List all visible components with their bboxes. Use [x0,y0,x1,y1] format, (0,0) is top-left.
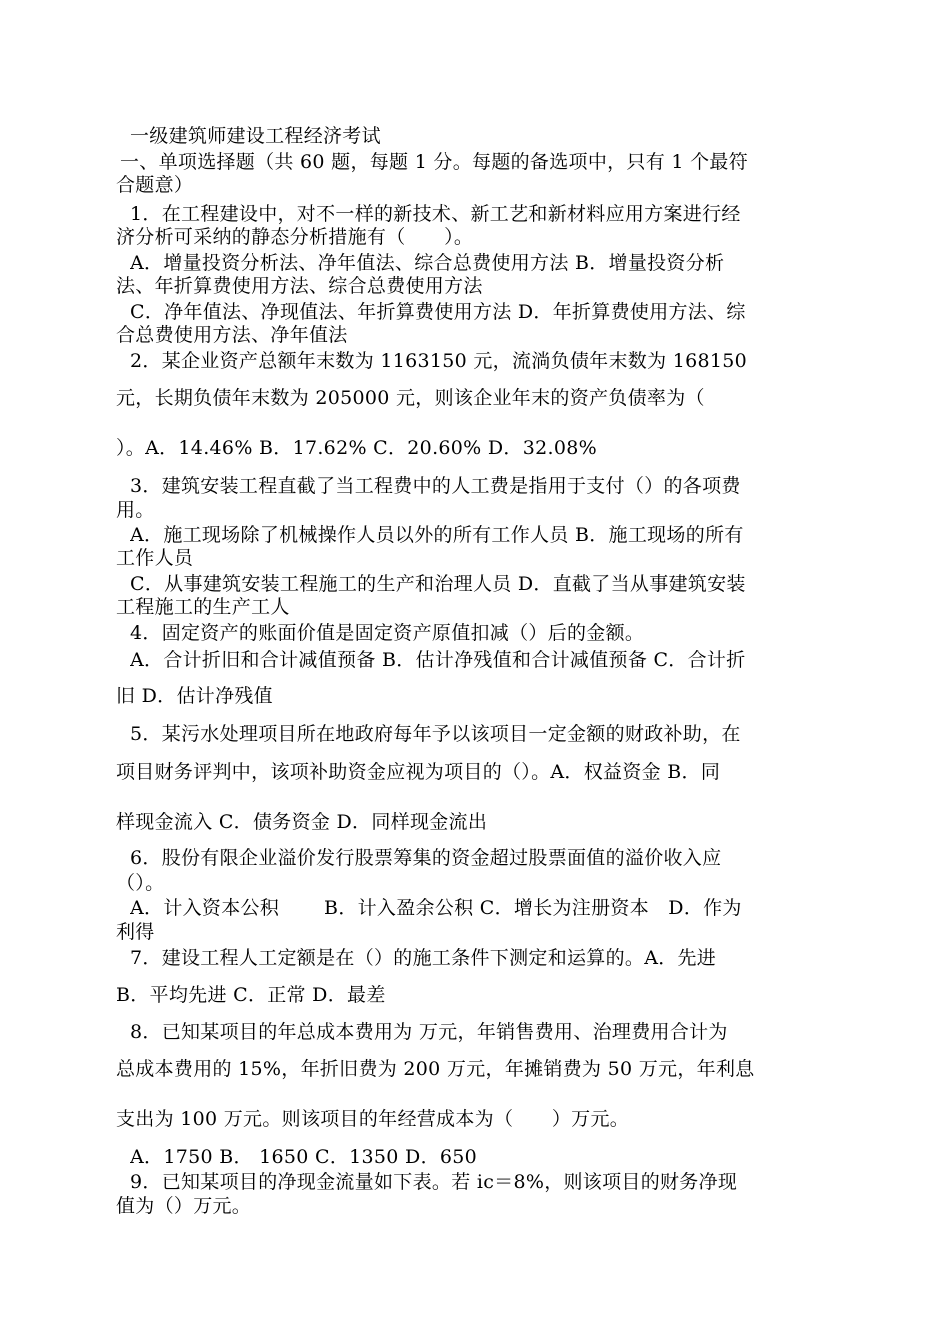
question-line: 项目财务评判中，该项补助资金应视为项目的（）。A．权益资金 B．同 [116,761,721,783]
option-line: A．增量投资分析法、净年值法、综合总费使用方法 B．增量投资分析 [130,252,725,274]
section-heading: 一、单项选择题（共 60 题，每题 1 分。每题的备选项中，只有 1 个最符 [120,151,748,173]
option-line: 样现金流入 C．债务资金 D．同样现金流出 [116,811,488,833]
option-line: 合总费使用方法、净年值法 [116,324,348,346]
question-line: 5．某污水处理项目所在地政府每年予以该项目一定金额的财政补助，在 [130,723,741,745]
option-line: A．计入资本公积 B．计入盈余公积 C．增长为注册资本 D．作为 [130,897,742,919]
question-line: 2．某企业资产总额年末数为 1163150 元，流淌负债年末数为 168150 [130,350,748,372]
question-line: 3．建筑安装工程直截了当工程费中的人工费是指用于支付（）的各项费 [130,475,741,497]
option-line: 利得 [116,921,155,943]
question-line: 6．股份有限企业溢价发行股票筹集的资金超过股票面值的溢价收入应 [130,847,722,869]
option-line: A．施工现场除了机械操作人员以外的所有工作人员 B．施工现场的所有 [130,524,744,546]
question-line: 1．在工程建设中，对不一样的新技术、新工艺和新材料应用方案进行经 [130,203,741,225]
question-line: 9．已知某项目的净现金流量如下表。若 ic＝8%，则该项目的财务净现 [130,1171,738,1193]
question-line: 总成本费用的 15%，年折旧费为 200 万元，年摊销费为 50 万元，年利息 [116,1058,755,1080]
option-line: B．平均先进 C．正常 D．最差 [116,984,386,1006]
question-line: 元，长期负债年末数为 205000 元，则该企业年末的资产负债率为（ [116,387,705,409]
option-line: A．1750 B． 1650 C．1350 D．650 [130,1146,478,1168]
option-line: A．合计折旧和合计减值预备 B．估计净残值和合计减值预备 C．合计折 [130,649,746,671]
question-line: 7．建设工程人工定额是在（）的施工条件下测定和运算的。A．先进 [130,947,717,969]
question-line: 支出为 100 万元。则该项目的年经营成本为（ ）万元。 [116,1108,630,1130]
option-line: C．净年值法、净现值法、年折算费使用方法 D．年折算费使用方法、综 [130,301,746,323]
option-line: C．从事建筑安装工程施工的生产和治理人员 D．直截了当从事建筑安装 [130,573,746,595]
option-line: 工作人员 [116,547,194,569]
question-line: 济分析可采纳的静态分析措施有（ ）。 [116,226,474,248]
section-heading-continued: 合题意） [116,174,194,196]
question-line: 用。 [116,499,155,521]
question-line: 4．固定资产的账面价值是固定资产原值扣减（）后的金额。 [130,622,645,644]
question-line: 值为（）万元。 [116,1195,252,1217]
option-line: 旧 D．估计净残值 [116,685,273,707]
question-line: 8．已知某项目的年总成本费用为 万元，年销售费用、治理费用合计为 [130,1021,728,1043]
option-line: ）。A．14.46% B．17.62% C．20.60% D．32.08% [116,437,597,459]
document-title: 一级建筑师建设工程经济考试 [130,125,381,147]
question-line: （）。 [116,872,165,894]
option-line: 工程施工的生产工人 [116,596,290,618]
option-line: 法、年折算费使用方法、综合总费使用方法 [116,275,483,297]
